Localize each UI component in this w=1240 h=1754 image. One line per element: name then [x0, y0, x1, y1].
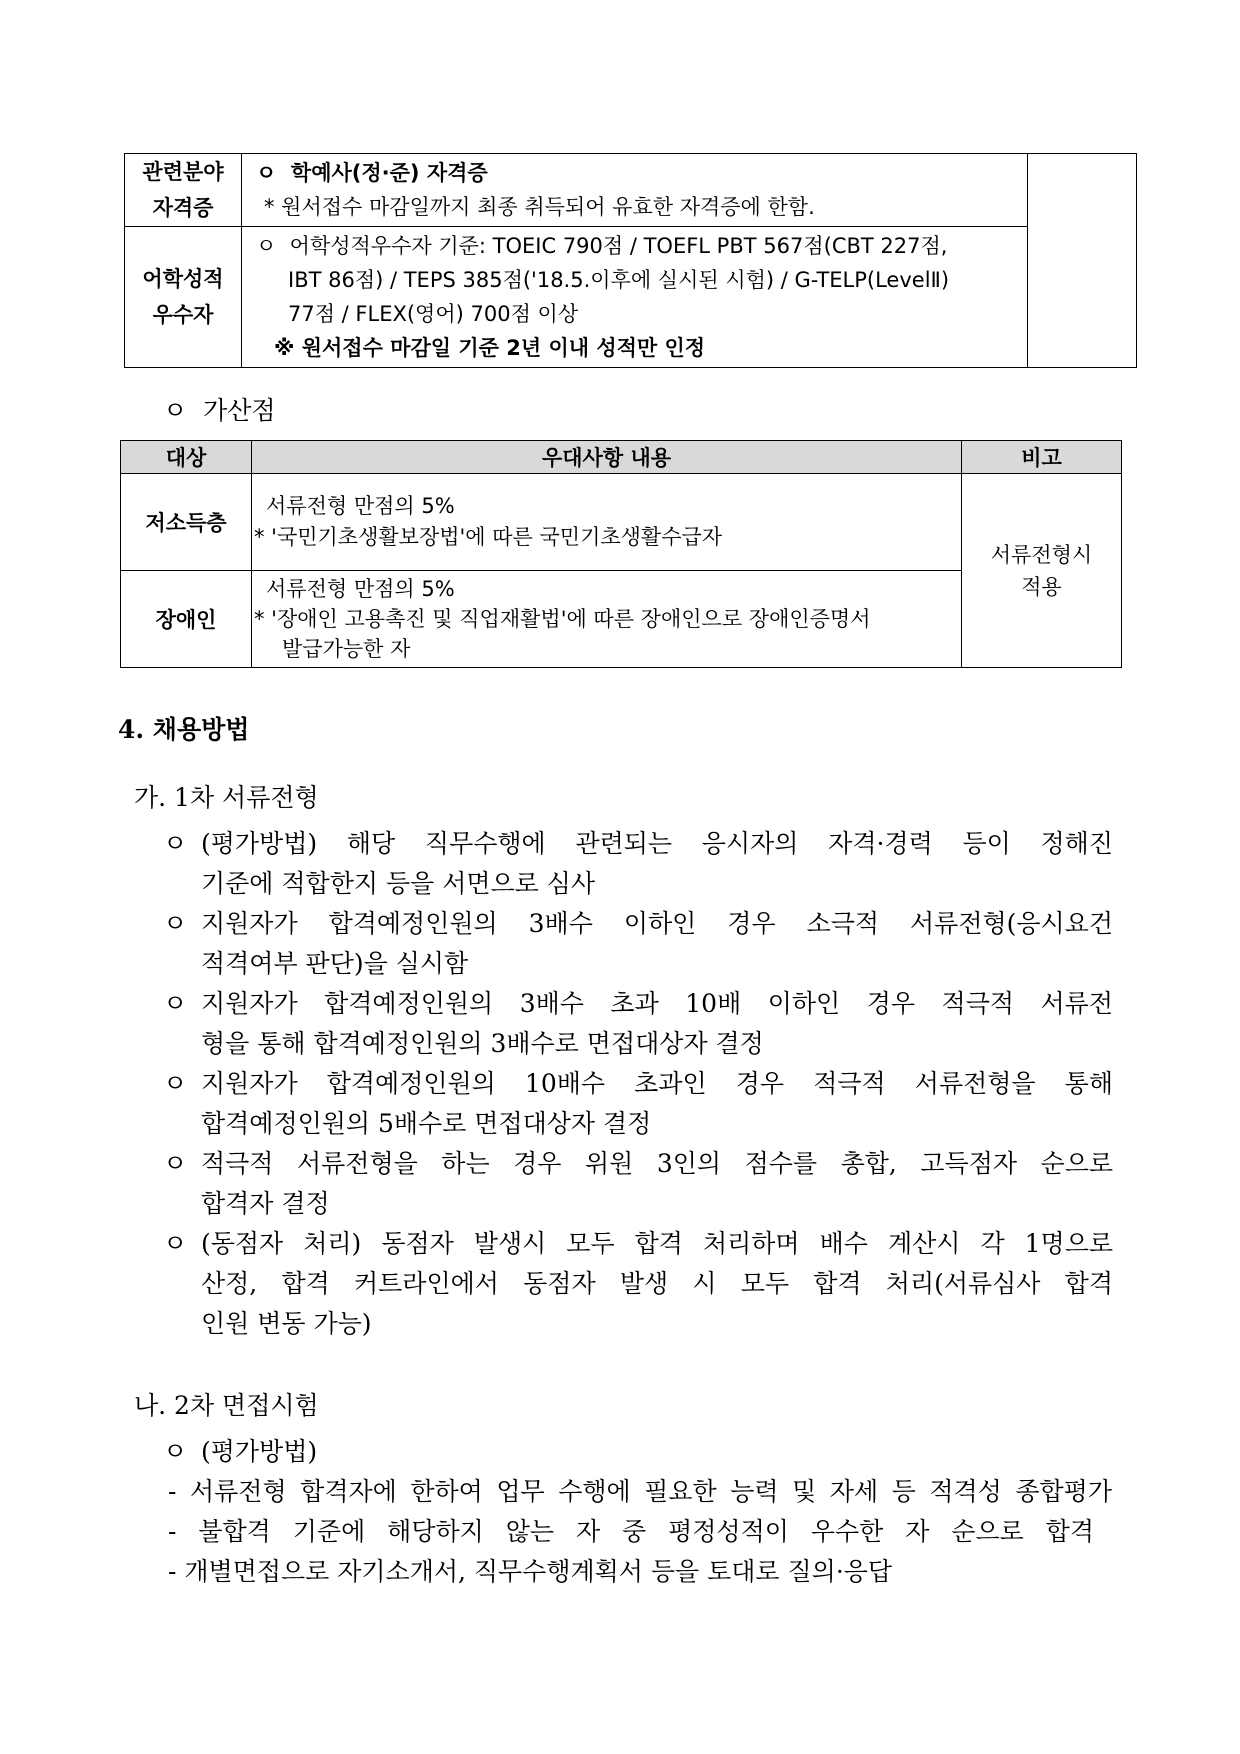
- target-cell: 장애인: [121, 571, 252, 668]
- dash-item: - 개별면접으로 자기소개서, 직무수행계획서 등을 토대로 질의·응답: [168, 1557, 893, 1586]
- list-item: ㅇ 지원자가 합격예정인원의 10배수 초과인 경우 적극적 서류전형을 통해 합격예정인원의 5배수로 면접대상자 결정: [163, 1069, 1113, 1138]
- subsection-a-title: 가. 1차 서류전형: [134, 783, 319, 812]
- table-row: [125, 154, 1137, 227]
- dash-item: - 서류전형 합격자에 한하여 업무 수행에 필요한 능력 및 자세 등 적격성 종합평가: [168, 1477, 1112, 1506]
- language-content: ㅇ 어학성적우수자 기준: TOEIC 790점 / TOEFL PBT 567점(CBT 227점, IBT 86점) / TEPS 385점('18.5.이후에 실시된 시험) / G-TELP(LevelⅡ) 77점 / FLEX(영어) 700점 이상 ※ 원서접수 마감일 기준 2년 이내 성적만 인정: [242, 227, 1028, 368]
- header-target: 대상: [121, 441, 252, 474]
- section-title: 4. 채용방법: [118, 715, 250, 744]
- table-row: [125, 227, 1137, 368]
- subsection-b-list: [163, 1432, 1113, 1472]
- dash-item: - 불합격 기준에 해당하지 않는 자 중 평정성적이 우수한 자 순으로 합격: [168, 1517, 1094, 1546]
- list-item: ㅇ (평가방법): [163, 1437, 318, 1466]
- list-item: ㅇ 지원자가 합격예정인원의 3배수 초과 10배 이하인 경우 적극적 서류전 형을 통해 합격예정인원의 3배수로 면접대상자 결정: [163, 989, 1113, 1058]
- list-item: ㅇ 지원자가 합격예정인원의 3배수 이하인 경우 소극적 서류전형(응시요건 적격여부 판단)을 실시함: [163, 909, 1113, 978]
- header-content: 우대사항 내용: [252, 441, 962, 474]
- bonus-heading: ㅇ 가산점: [163, 396, 276, 425]
- empty-cell: [1028, 154, 1137, 368]
- content-cell: 서류전형 만점의 5% * '국민기초생활보장법'에 따른 국민기초생활수급자: [252, 474, 962, 571]
- table-header-row: [121, 441, 1122, 474]
- subsection-a-list: [163, 824, 1113, 1344]
- bonus-table: [120, 440, 1122, 668]
- label-language: 어학성적 우수자: [125, 227, 242, 368]
- list-item: ㅇ (동점자 처리) 동점자 발생시 모두 합격 처리하며 배수 계산시 각 1명으로 산정, 합격 커트라인에서 동점자 발생 시 모두 합격 처리(서류심사 합격 인원 변동 가능): [163, 1229, 1113, 1338]
- label-cert: 관련분야 자격증: [125, 154, 242, 227]
- subsection-b-title: 나. 2차 면접시험: [134, 1391, 319, 1420]
- remark-cell: 서류전형시 적용: [962, 474, 1122, 668]
- content-cell: 서류전형 만점의 5% * '장애인 고용촉진 및 직업재활법'에 따른 장애인으로 장애인증명서 발급가능한 자: [252, 571, 962, 668]
- target-cell: 저소득층: [121, 474, 252, 571]
- header-remark: 비고: [962, 441, 1122, 474]
- dash-list: [168, 1472, 1112, 1592]
- cert-content: ㅇ 학예사(정·준) 자격증 * 원서접수 마감일까지 최종 취득되어 유효한 자격증에 한함.: [242, 154, 1028, 227]
- qualification-table: [124, 153, 1137, 368]
- table-row: [121, 474, 1122, 571]
- list-item: ㅇ (평가방법) 해당 직무수행에 관련되는 응시자의 자격·경력 등이 정해진 기준에 적합한지 등을 서면으로 심사: [163, 829, 1113, 898]
- list-item: ㅇ 적극적 서류전형을 하는 경우 위원 3인의 점수를 총합, 고득점자 순으로 합격자 결정: [163, 1149, 1113, 1218]
